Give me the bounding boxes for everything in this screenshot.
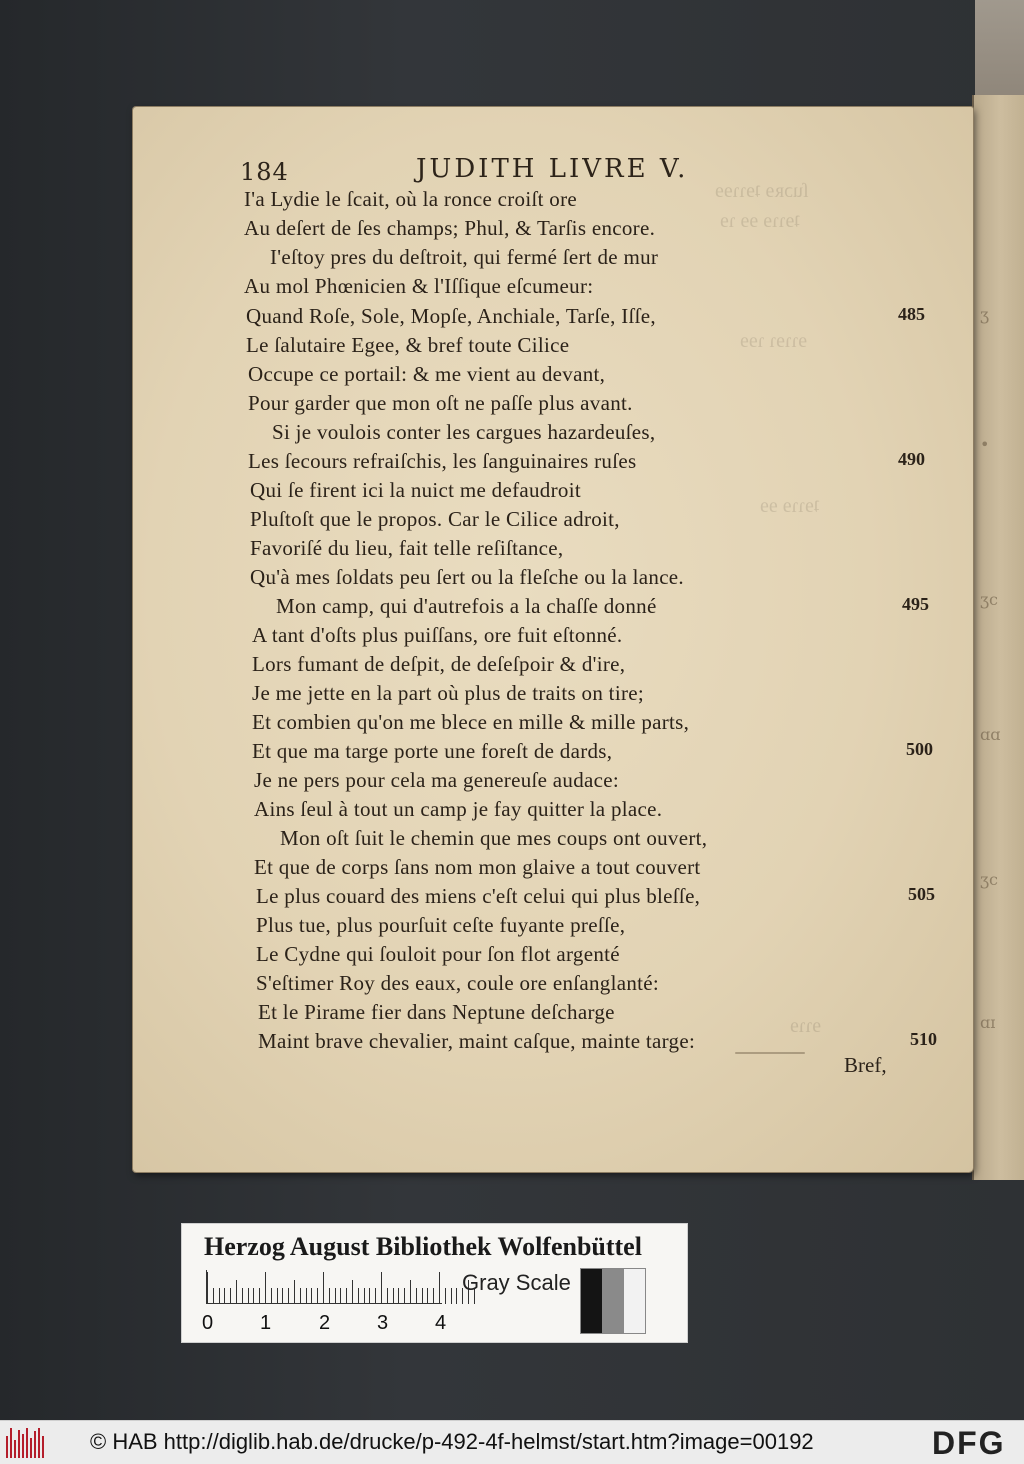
ruler-tick	[219, 1288, 220, 1304]
ruler-tick	[271, 1288, 272, 1304]
line-number: 510	[910, 1029, 937, 1049]
ruler-tick	[398, 1288, 399, 1304]
ruler-tick	[236, 1280, 237, 1304]
ruler-tick	[375, 1288, 376, 1304]
poem-line: Le Cydne qui ſouloit pour ſon flot argenté	[256, 942, 620, 966]
ruler-tick	[404, 1288, 405, 1304]
swatch-black	[581, 1269, 602, 1333]
ruler-tick	[416, 1288, 417, 1304]
ruler-tick	[410, 1280, 411, 1304]
ruler-number: 4	[435, 1312, 447, 1334]
footer-credit-link[interactable]: © HAB http://diglib.hab.de/drucke/p-492-4f-helmst/start.htm?image=00192	[90, 1429, 814, 1454]
ruler-tick	[422, 1288, 423, 1304]
poem-line: Pluſtoſt que le propos. Car le Cilice adroit,	[250, 507, 620, 531]
poem-line: Au deſert de ſes champs; Phul, & Tarſis encore.	[244, 216, 656, 240]
library-name: Herzog August Bibliothek Wolfenbüttel	[204, 1232, 642, 1261]
page-header	[236, 152, 716, 192]
poem-line: Qu'à mes ſoldats peu ſert ou la fleſche ou la lance.	[250, 565, 684, 589]
page-number: 184	[240, 158, 289, 186]
ruler-number: 0	[202, 1312, 214, 1334]
ruler-tick	[445, 1288, 446, 1304]
ruler-tick	[433, 1288, 434, 1304]
ruler-tick	[248, 1288, 249, 1304]
poem-line: Favoriſé du lieu, fait telle reſiſtance,	[250, 536, 564, 560]
ruler-tick	[306, 1288, 307, 1304]
poem-line: Au mol Phœnicien & l'Iſſique eſcumeur:	[244, 274, 594, 298]
line-number: 505	[908, 884, 935, 904]
ruler-tick	[393, 1288, 394, 1304]
scale-card	[181, 1223, 688, 1343]
ruler-tick	[282, 1288, 283, 1304]
ruler-tick	[335, 1288, 336, 1304]
poem-line: Et que ma targe porte une foreſt de dards,	[252, 739, 613, 763]
ruler-tick	[439, 1272, 440, 1304]
line-number: 500	[906, 739, 933, 759]
poem-line: I'eſtoy pres du deſtroit, qui fermé ſert de mur	[270, 245, 659, 269]
poem-line: Les ſecours refraiſchis, les ſanguinaires ruſes	[248, 449, 637, 473]
show-through-text: ſuɔʀɘ ʇɘɿɿɘɘ	[715, 180, 809, 202]
catchword-flourish	[735, 1052, 805, 1054]
gray-scale-label: Gray Scale	[462, 1270, 571, 1295]
poem-line: Le plus couard des miens c'eſt celui qui plus bleſſe,	[256, 884, 701, 908]
show-through-text: ɘɿɿɘɿ ɿɘɘ	[740, 330, 808, 352]
poem-line: Lors fumant de deſpit, de deſeſpoir & d'ire,	[252, 652, 626, 676]
ruler-tick	[387, 1288, 388, 1304]
poem-line: Maint brave chevalier, maint caſque, mainte targe:	[258, 1029, 696, 1053]
ruler-tick	[230, 1288, 231, 1304]
line-number: 485	[898, 304, 925, 324]
poem-line: Mon camp, qui d'autrefois a la chaſſe donné	[276, 594, 657, 618]
ruler-tick	[242, 1288, 243, 1304]
hab-logo-icon	[6, 1428, 48, 1458]
ruler-tick	[277, 1288, 278, 1304]
cm-ruler	[206, 1270, 442, 1304]
ruler-tick	[300, 1288, 301, 1304]
ruler-number: 3	[377, 1312, 389, 1334]
ruler-tick	[294, 1280, 295, 1304]
swatch-gray	[602, 1269, 623, 1333]
poem-line: Le ſalutaire Egee, & bref toute Cilice	[246, 333, 570, 357]
catchword: Bref,	[844, 1053, 887, 1077]
poem-line: Ains ſeul à tout un camp je fay quitter la place.	[254, 797, 663, 821]
poem-line: Occupe ce portail: & me vient au devant,	[248, 362, 606, 386]
line-number: 495	[902, 594, 929, 614]
poem-line: Et le Pirame fier dans Neptune deſcharge	[258, 1000, 615, 1024]
ruler-tick	[369, 1288, 370, 1304]
ruler-tick	[224, 1288, 225, 1304]
poem-line: Mon oſt ſuit le chemin que mes coups ont ouvert,	[280, 826, 708, 850]
poem-line: Si je voulois conter les cargues hazardeuſes,	[272, 420, 656, 444]
gray-scale-swatches	[580, 1268, 646, 1334]
adjacent-page-edge: ʒ • ʒc ɑɑ ʒc ɑɪ	[972, 95, 1024, 1180]
ruler-tick	[253, 1288, 254, 1304]
poem-line: Je me jette en la part où plus de traits on tire;	[252, 681, 645, 705]
ruler-tick	[213, 1288, 214, 1304]
ruler-tick	[427, 1288, 428, 1304]
poem-line: A tant d'oſts plus puiſſans, ore fuit eſtonné.	[252, 623, 623, 647]
poem-line: Plus tue, plus pourſuit ceſte fuyante preſſe,	[256, 913, 626, 937]
ruler-tick	[329, 1288, 330, 1304]
poem-line: S'eſtimer Roy des eaux, coule ore enſanglanté:	[256, 971, 660, 995]
poem-line: Quand Roſe, Sole, Mopſe, Anchiale, Tarſe, Iſſe,	[246, 304, 656, 328]
ruler-tick	[451, 1288, 452, 1304]
poem-line: Et que de corps ſans nom mon glaive a tout couvert	[254, 855, 701, 879]
ruler-tick	[346, 1288, 347, 1304]
show-through-text: ʇɘɿɿɘ ɘɘ ɿɘ	[720, 210, 800, 232]
poem-line: Et combien qu'on me blece en mille & mille parts,	[252, 710, 690, 734]
dfg-logo: DFG	[932, 1425, 1006, 1461]
swatch-white	[624, 1269, 645, 1333]
ruler-tick	[364, 1288, 365, 1304]
poem-line: Qui ſe firent ici la nuict me defaudroit	[250, 478, 581, 502]
ruler-tick	[265, 1272, 266, 1304]
ruler-tick	[352, 1280, 353, 1304]
ruler-tick	[259, 1288, 260, 1304]
adjacent-page-flap	[975, 0, 1024, 95]
ruler-tick	[311, 1288, 312, 1304]
show-through-text: ʇɘɿɿɘ ɘɘ	[760, 495, 820, 517]
poem-line: Pour garder que mon oſt ne paſſe plus avant.	[248, 391, 633, 415]
ruler-tick	[288, 1288, 289, 1304]
ruler-tick	[456, 1288, 457, 1304]
ruler-tick	[317, 1288, 318, 1304]
ruler-tick	[358, 1288, 359, 1304]
ruler-tick	[207, 1272, 208, 1304]
ruler-number: 2	[319, 1312, 331, 1334]
ruler-tick	[340, 1288, 341, 1304]
footer-bar	[0, 1420, 1024, 1464]
ruler-tick	[323, 1272, 324, 1304]
ruler-number: 1	[260, 1312, 272, 1334]
poem-line: I'a Lydie le ſcait, où la ronce croiſt ore	[244, 187, 577, 211]
show-through-text: ɘɿɿɘ	[790, 1015, 822, 1037]
line-number: 490	[898, 449, 925, 469]
ruler-tick	[381, 1272, 382, 1304]
poem-line: Je ne pers pour cela ma genereuſe audace:	[254, 768, 620, 792]
running-title: JUDITH LIVRE V.	[416, 154, 689, 184]
